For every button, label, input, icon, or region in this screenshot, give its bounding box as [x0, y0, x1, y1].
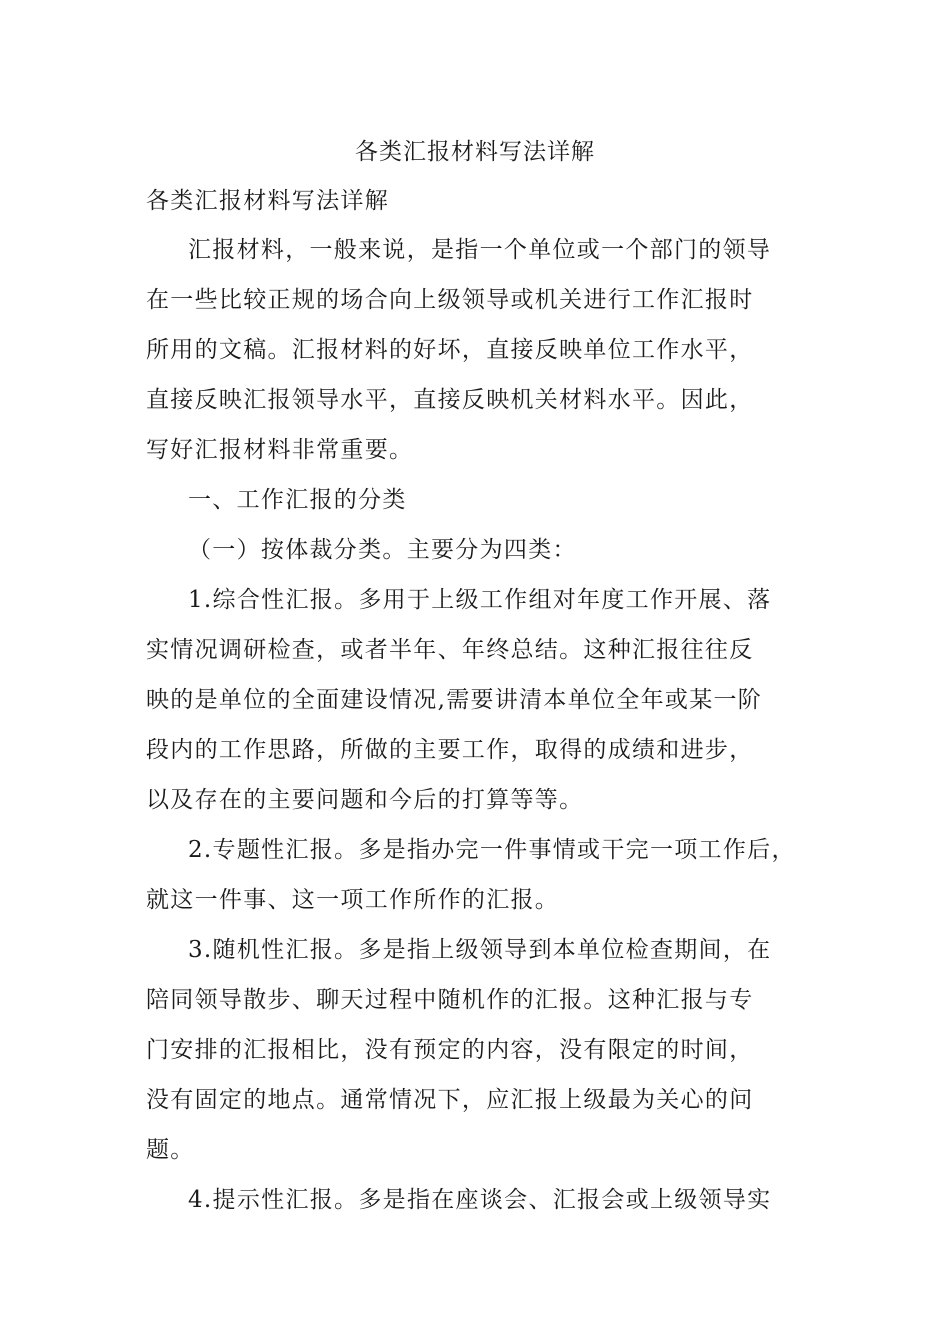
text-line: 就这一件事、这一项工作所作的汇报。 — [146, 887, 560, 913]
text-line: 实情况调研检查，或者半年、年终总结。这种汇报往往反 — [146, 637, 754, 663]
section-heading: 一、工作汇报的分类 — [188, 487, 407, 513]
text-line: 写好汇报材料非常重要。 — [146, 437, 414, 463]
text-line: 所用的文稿。汇报材料的好坏，直接反映单位工作水平， — [146, 337, 754, 363]
subsection-heading: （一）按体裁分类。主要分为四类： — [188, 537, 577, 563]
text-line: 3.随机性汇报。多是指上级领导到本单位检查期间，在 — [188, 937, 772, 963]
text-line: 汇报材料，一般来说，是指一个单位或一个部门的领导 — [188, 237, 772, 263]
subtitle-line: 各类汇报材料写法详解 — [146, 188, 389, 214]
text-line: 陪同领导散步、聊天过程中随机作的汇报。这种汇报与专 — [146, 987, 754, 1013]
text-line: 直接反映汇报领导水平，直接反映机关材料水平。因此， — [146, 387, 754, 413]
text-line: 以及存在的主要问题和今后的打算等等。 — [146, 787, 584, 813]
text-line: 在一些比较正规的场合向上级领导或机关进行工作汇报时 — [146, 287, 754, 313]
text-line: 1.综合性汇报。多用于上级工作组对年度工作开展、落 — [188, 587, 772, 613]
text-line: 门安排的汇报相比，没有预定的内容，没有限定的时间， — [146, 1037, 754, 1063]
document-title: 各类汇报材料写法详解 — [355, 139, 595, 165]
text-line: 2.专题性汇报。多是指办完一件事情或干完一项工作后， — [188, 837, 796, 863]
text-line: 题。 — [146, 1137, 195, 1163]
text-line: 4.提示性汇报。多是指在座谈会、汇报会或上级领导实 — [188, 1187, 772, 1213]
text-line: 段内的工作思路，所做的主要工作，取得的成绩和进步， — [146, 737, 754, 763]
text-line: 没有固定的地点。通常情况下，应汇报上级最为关心的问 — [146, 1087, 754, 1113]
text-line: 映的是单位的全面建设情况,需要讲清本单位全年或某一阶 — [146, 687, 763, 713]
